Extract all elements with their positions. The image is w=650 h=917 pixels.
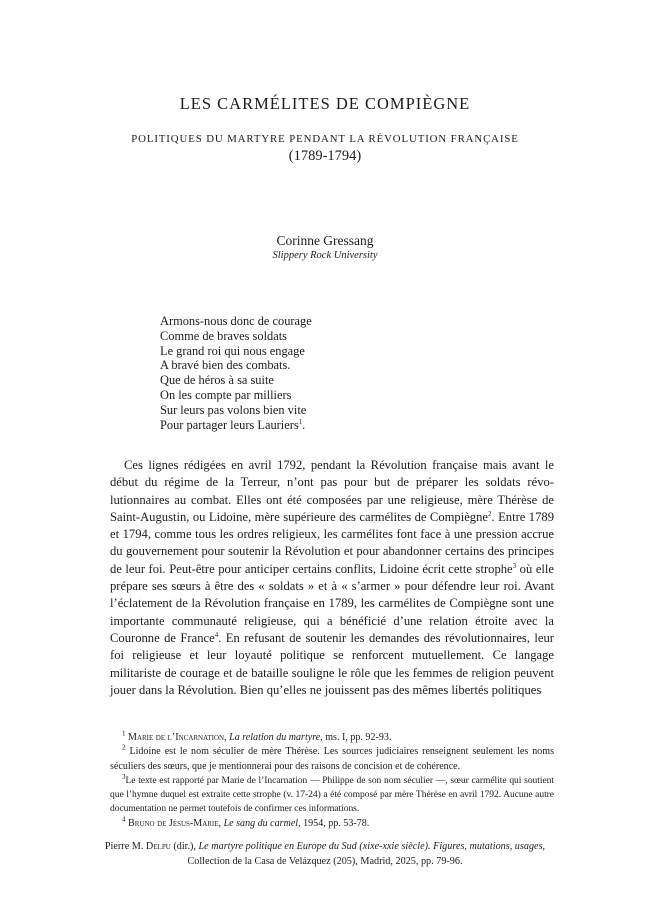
footnote-work-title: Le sang du carmel	[223, 817, 299, 829]
citation-punct: ,	[542, 841, 546, 852]
footnote-number: 1	[122, 729, 126, 738]
poem-line: A bravé bien des combats.	[160, 358, 291, 373]
footnote-number: 4	[122, 815, 126, 824]
footnote-separator: ,	[224, 732, 230, 743]
footnote-number: 3	[122, 772, 126, 781]
footnote-ref-2[interactable]: 2	[488, 509, 492, 518]
editor-first-name: Pierre M.	[104, 841, 146, 852]
footnote-ref-4[interactable]: 4	[214, 630, 219, 639]
footnote-ref-1[interactable]: 1	[298, 417, 303, 426]
footnote-2	[110, 745, 554, 774]
poem-line: On les compte par milliers	[160, 387, 292, 402]
poem-line: Que de héros à sa suite	[160, 373, 274, 388]
poem-line: Sur leurs pas volons bien vite	[160, 402, 307, 417]
body-text-part-2: . Entre 1789 et 1794, comme tous les ordres religieux, les carmélites font face à une pression accrue du gouvernement pour soutenir la Révolution et pour abandonner certains des principes de leur foi. Peut-être pour anticiper certains conflits, Lidoine écrit cette strophe	[110, 509, 554, 576]
footnote-work-title: La relation du martyre	[229, 732, 321, 743]
footnote-text: Le texte est rapporté par Marie de l’Incarnation — Philippe de son nom séculier —, sœur carmélite qui soutient que l’hymne duquel est extraite cette strophe (v. 17-24) a été composé par mère Thérèse en avril 1792. Aucune autre documentation ne permet toutefois de confirmer ces informations.	[110, 774, 554, 815]
poem-line: Armons-nous donc de courage	[160, 314, 312, 328]
author-name: Corinne Gressang	[276, 233, 374, 248]
footnote-1	[110, 731, 554, 745]
chapter-years: (1789-1794)	[288, 148, 362, 164]
author-affiliation: Slippery Rock University	[272, 250, 378, 261]
citation-line-1	[0, 839, 650, 854]
chapter-title: LES CARMÉLITES DE COMPIÈGNE	[179, 94, 471, 113]
footnote-reference: , 1954, pp. 53-78.	[298, 817, 370, 829]
book-title: Le martyre politique en Europe du Sud (xixe-xxie siècle). Figures, mutations, usages	[198, 841, 543, 852]
chapter-subtitle: POLITIQUES DU MARTYRE PENDANT LA RÉVOLUTION FRANÇAISE	[131, 133, 519, 145]
poem-line-text: Pour partager leurs Lauriers	[160, 417, 299, 432]
footnote-separator: ,	[218, 817, 224, 829]
body-paragraph	[110, 457, 554, 699]
body-text-part-1: Ces lignes rédigées en avril 1792, pendant la Révolution française mais avant le début du régime de la Terreur, n’ont pas pour but de préparer les soldats révolutionnaires au combat. Elles ont été composées par une religieuse, mère Thérèse de Saint-Augustin, ou Lidoine, mère supérieure des carmélites de Compiègne	[110, 458, 554, 524]
poem-line: Comme de braves soldats	[160, 328, 287, 343]
footnote-text: Lidoine est le nom séculier de mère Thérèse. Les sources judiciaires renseignent seulement les noms séculiers des sœurs, que je mentionnerai pour des raisons de concision et de cohérence.	[110, 746, 554, 772]
footnote-reference: , ms. I, pp. 92-93.	[320, 732, 392, 743]
footnote-author: Marie de l’Incarnation	[128, 732, 225, 743]
footnote-ref-3[interactable]: 3	[512, 561, 517, 570]
poem-line-last: Pour partager leurs Lauriers$^1$.	[160, 417, 306, 432]
citation-footer	[0, 839, 650, 869]
poem-line: Le grand roi qui nous engage	[160, 343, 305, 358]
footnote-author: Bruno de Jésus-Marie	[128, 817, 219, 829]
body-text-part-4: . En refusant de soutenir les demandes des révolutionnaires, leur foi religieuse et leur loyauté politique se renforcent mutuellement. Ce langage militariste de courage et de bataille souligne le rôle que les femmes de religion peuvent jouer dans la Révolution. Bien qu’elles ne jouissent pas des mêmes libertés politiques	[110, 630, 554, 697]
editor-role: (dir.),	[170, 841, 199, 852]
epigraph-poem	[160, 314, 312, 432]
footnote-number: 2	[122, 743, 126, 752]
footnote-4	[110, 817, 554, 831]
footnotes	[110, 731, 554, 831]
body-text-part-3: où elle prépare ses sœurs à être des « soldats » et à « s’armer » pour défendre leur roi. Avant l’éclatement de la Révolution française en 1789, les carmélites de Compiègne sont une importante communauté religieuse, qui a bénéficié d’une relation étroite avec la Couronne de France	[110, 561, 554, 645]
citation-line-2: Collection de la Casa de Velázquez (205), Madrid, 2025, pp. 79-96.	[187, 856, 463, 867]
footnote-3	[110, 774, 554, 817]
editor-last-name: Delpu	[145, 841, 171, 852]
